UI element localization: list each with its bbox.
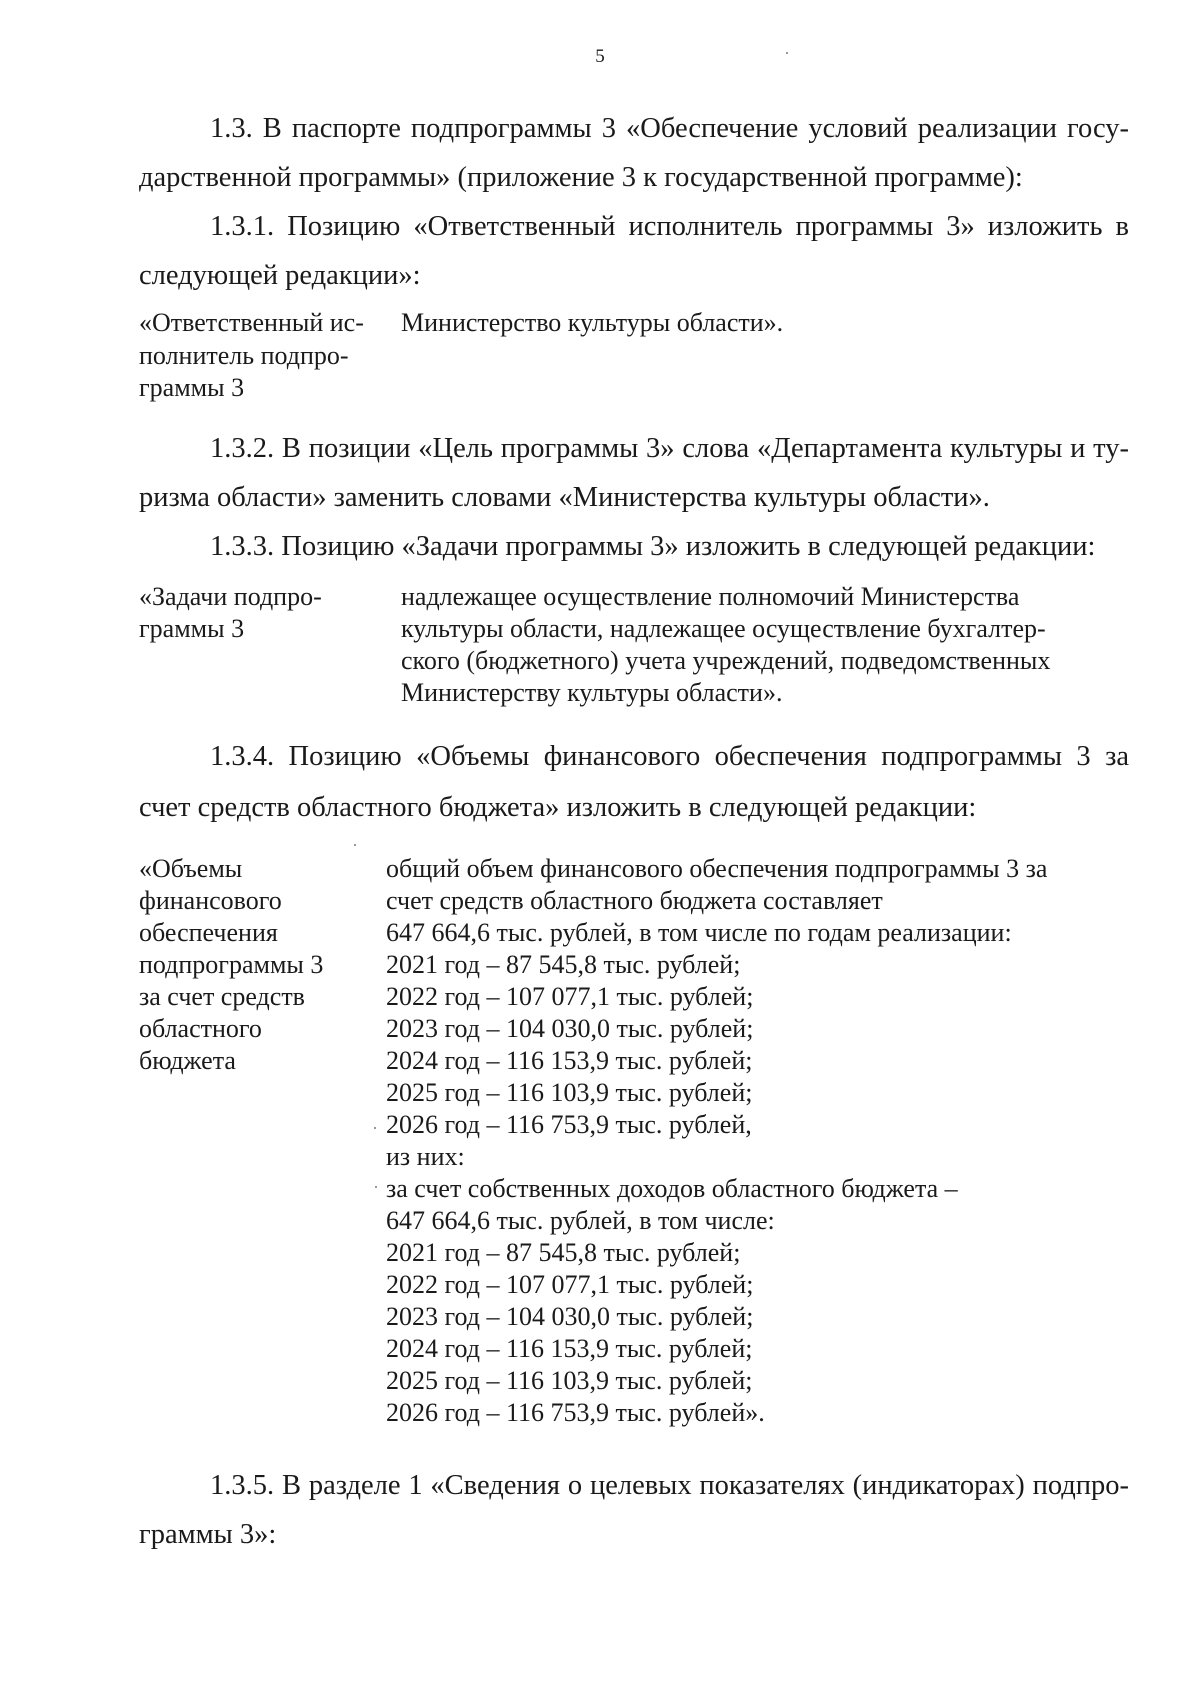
finance-value-line-8: 2025 год – 116 103,9 тыс. рублей; [386,1078,753,1107]
paragraph-1-3-5-line-1: 1.3.5. В разделе 1 «Сведения о целевых показателях (индикаторах) подпро- [210,1470,1129,1501]
finance-label-line-6: областного [139,1014,262,1043]
paragraph-1-3-line-2: дарственной программы» (приложение 3 к государственной программе): [139,162,1023,193]
finance-value-line-4: 2021 год – 87 545,8 тыс. рублей; [386,950,741,979]
paragraph-1-3-2-line-1: 1.3.2. В позиции «Цель программы 3» слова «Департамента культуры и ту- [210,433,1129,464]
paragraph-1-3-line-1: 1.3. В паспорте подпрограммы 3 «Обеспечение условий реализации госу- [210,113,1129,144]
page-number: 5 [595,46,605,67]
finance-value-line-7: 2024 год – 116 153,9 тыс. рублей; [386,1046,753,1075]
finance-value-line-18: 2026 год – 116 753,9 тыс. рублей». [386,1398,765,1427]
finance-label-line-7: бюджета [139,1046,236,1075]
finance-value-line-2: счет средств областного бюджета составляет [386,886,883,915]
paragraph-1-3-4-line-2: счет средств областного бюджета» изложить в следующей редакции: [139,792,977,823]
scan-speck [354,844,356,846]
paragraph-1-3-1-line-2: следующей редакции»: [139,260,421,291]
tasks-value-line-2: культуры области, надлежащее осуществление бухгалтер- [401,614,1046,643]
finance-label-line-2: финансового [139,886,282,915]
finance-value-line-1: общий объем финансового обеспечения подпрограммы 3 за [386,854,1048,883]
scan-speck [375,1186,377,1188]
tasks-value-line-1: надлежащее осуществление полномочий Министерства [401,582,1020,611]
finance-value-line-10: из них: [386,1142,465,1171]
finance-value-line-13: 2021 год – 87 545,8 тыс. рублей; [386,1238,741,1267]
tasks-value-line-4: Министерству культуры области». [401,678,783,707]
paragraph-1-3-4-line-1: 1.3.4. Позицию «Объемы финансового обеспечения подпрограммы 3 за [210,741,1129,772]
tasks-value-line-3: ского (бюджетного) учета учреждений, подведомственных [401,646,1051,675]
finance-value-line-6: 2023 год – 104 030,0 тыс. рублей; [386,1014,754,1043]
finance-label-line-4: подпрограммы 3 [139,950,324,979]
executor-label-line-2: полнитель подпро- [139,341,349,370]
tasks-label-line-1: «Задачи подпро- [139,582,322,611]
finance-label-line-5: за счет средств [139,982,305,1011]
finance-label-line-1: «Объемы [139,854,243,883]
scan-speck [374,1127,376,1129]
finance-value-line-3: 647 664,6 тыс. рублей, в том числе по годам реализации: [386,918,1012,947]
scan-speck [786,52,788,54]
finance-value-line-17: 2025 год – 116 103,9 тыс. рублей; [386,1366,753,1395]
executor-label-line-1: «Ответственный ис- [139,308,364,337]
executor-label-line-3: граммы 3 [139,373,245,402]
finance-value-line-15: 2023 год – 104 030,0 тыс. рублей; [386,1302,754,1331]
finance-label-line-3: обеспечения [139,918,278,947]
paragraph-1-3-2-line-2: ризма области» заменить словами «Министерства культуры области». [139,482,990,513]
paragraph-1-3-5-line-2: граммы 3»: [139,1519,277,1550]
finance-value-line-12: 647 664,6 тыс. рублей, в том числе: [386,1206,775,1235]
finance-value-line-11: за счет собственных доходов областного бюджета – [386,1174,958,1203]
finance-value-line-5: 2022 год – 107 077,1 тыс. рублей; [386,982,754,1011]
executor-value: Министерство культуры области». [401,308,784,337]
finance-value-line-9: 2026 год – 116 753,9 тыс. рублей, [386,1110,752,1139]
paragraph-1-3-1-line-1: 1.3.1. Позицию «Ответственный исполнитель программы 3» изложить в [210,211,1129,242]
finance-value-line-16: 2024 год – 116 153,9 тыс. рублей; [386,1334,753,1363]
finance-value-line-14: 2022 год – 107 077,1 тыс. рублей; [386,1270,754,1299]
tasks-label-line-2: граммы 3 [139,614,245,643]
paragraph-1-3-3-line-1: 1.3.3. Позицию «Задачи программы 3» изложить в следующей редакции: [210,531,1096,562]
